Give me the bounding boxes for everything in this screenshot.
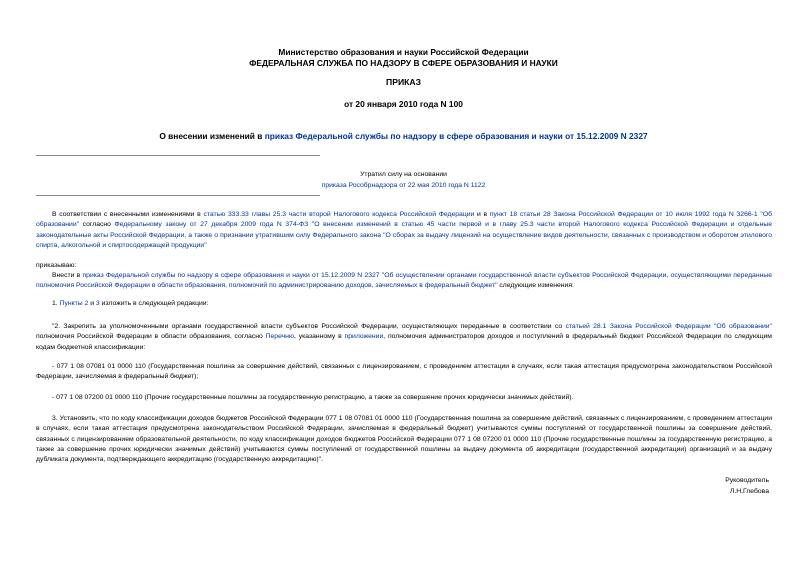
void-note-link[interactable]: приказа Рособрнадзора от 22 мая 2010 года N 1122	[321, 182, 486, 189]
text: , указанному в	[294, 333, 345, 341]
document-header	[0, 47, 807, 69]
text: 1.	[52, 300, 60, 307]
paragraph-preamble	[36, 210, 772, 251]
link-federal-law[interactable]: Федеральному закону от 27 декабря 2009 года N 374-ФЗ "О внесении изменений в статью 45 части первой и в главу 25.3 части второй Налогового кодекса Российской Федерации и отдельные законодательные акты Российской Федерации, а также о признании утратившим силу Федерального закона "О сборах за выдачу лицензий на осуществление видов деятельности, связанных с производством и оборотом этилового спирта, алкогольной и спиртосодержащей продукции"	[36, 221, 772, 249]
divider-top	[36, 155, 320, 156]
document-type: ПРИКАЗ	[386, 77, 421, 87]
link-tax-code[interactable]: статью 333.33 главы 25.3 части второй Налогового кодекса Российской Федерации	[203, 211, 475, 218]
title-link[interactable]: приказ Федеральной службы по надзору в сфере образования и науки от 15.12.2009 N 2327	[264, 131, 648, 141]
text: Внести в	[52, 272, 83, 279]
text: следующие изменения:	[497, 282, 574, 290]
text: согласно	[79, 221, 115, 229]
paragraph-code-1: - 077 1 08 07081 01 0000 110 (Государственная пошлина за совершение действий, связанных с лицензированием, с проведением аттестации в случаях, если такая аттестация предусмотрена законодательством Российской Федерации, зачисляемая в федеральный бюджет);	[36, 363, 772, 381]
paragraph-item-2	[36, 322, 772, 353]
link-order-2327[interactable]: приказ Федеральной службы по надзору в сфере образования и науки от 15.12.2009 N 2327 "Об осуществлении органами государственной власти субъектов Российской Федерации, осуществляющими переданные полномочия Российской Федерации в области образования, полномочий по администрированию доходов, зачисляемых в федеральный бюджет"	[36, 272, 773, 290]
text: , полномочия администраторов доходов и поступлений в федеральный бюджет Российской Федерации по следующим кодам бюджетной классификации:	[36, 333, 772, 351]
document-date-number: от 20 января 2010 года N 100	[344, 99, 463, 109]
link-article-28-1[interactable]: статьей 28.1 Закона Российской Федерации "Об образовании"	[565, 323, 772, 330]
order-word: приказываю:	[36, 262, 77, 269]
signature-role: Руководитель	[725, 477, 769, 484]
paragraph-item-3: 3. Установить, что по коду классификации доходов бюджетов Российской Федерации 077 1 08 07081 01 0000 110 (Государственная пошлина за совершение действий, связанных с лицензированием, с проведением аттестации в случаях, если такая аттестация предусмотрена законодательством Российской Федерации, зачисляемая в федеральный бюджет) учитываются суммы поступлений от государственной пошлины за совершение действий, связанных с лицензированием образовательной деятельности, по коду классификации доходов бюджетов Российской Федерации 077 1 08 07200 01 0000 110 (Прочие государственные пошлины за государственную регистрацию, а также за совершение прочих юридически значимых действий) учитываются суммы поступлений от государственной пошлины за выдачу документа об аккредитации (государственной аккредитации) организаций и за выдачу дубликата документа, подтверждающего аккредитацию (государственную аккредитацию)".	[36, 415, 772, 464]
link-item-3[interactable]: 3	[95, 300, 100, 307]
link-list[interactable]: Перечню	[265, 333, 295, 341]
text: и	[88, 300, 96, 307]
signature-block	[725, 475, 769, 497]
void-note-text: Утратил силу на основании	[360, 171, 447, 178]
paragraph-item-1	[36, 299, 772, 309]
link-item-2[interactable]: Пункты 2	[59, 300, 89, 307]
title-prefix: О внесении изменений в	[159, 131, 265, 141]
service-name: ФЕДЕРАЛЬНАЯ СЛУЖБА ПО НАДЗОРУ В СФЕРЕ ОБРАЗОВАНИЯ И НАУКИ	[249, 58, 558, 68]
paragraph-code-2: - 077 1 08 07200 01 0000 110 (Прочие государственные пошлины за государственную регистрацию, а также за совершение прочих юридически значимых действий).	[52, 394, 574, 401]
paragraph-amend	[36, 271, 772, 292]
ministry-name: Министерство образования и науки Российской Федерации	[278, 47, 529, 57]
text: "2. Закрепить за уполномоченными органами государственной власти субъектов Российской Федерации, осуществляющих переданные в соответствии со	[52, 323, 566, 330]
document-title	[0, 131, 807, 141]
text: и в	[474, 211, 490, 218]
text: В соответствии с внесенными изменениями в	[52, 211, 204, 218]
text: полномочия Российской Федерации в области образования, согласно	[36, 333, 266, 341]
text: изложить в следующей редакции:	[99, 300, 209, 307]
link-education-law[interactable]: пункт 18 статьи 28 Закона Российской Федерации от 10 июля 1992 года N 3266-1 "Об образовании"	[36, 211, 772, 229]
signature-name: Л.Н.Глебова	[729, 488, 769, 495]
void-note	[0, 169, 807, 191]
divider-bottom	[36, 195, 320, 196]
link-appendix[interactable]: приложении	[344, 333, 384, 341]
